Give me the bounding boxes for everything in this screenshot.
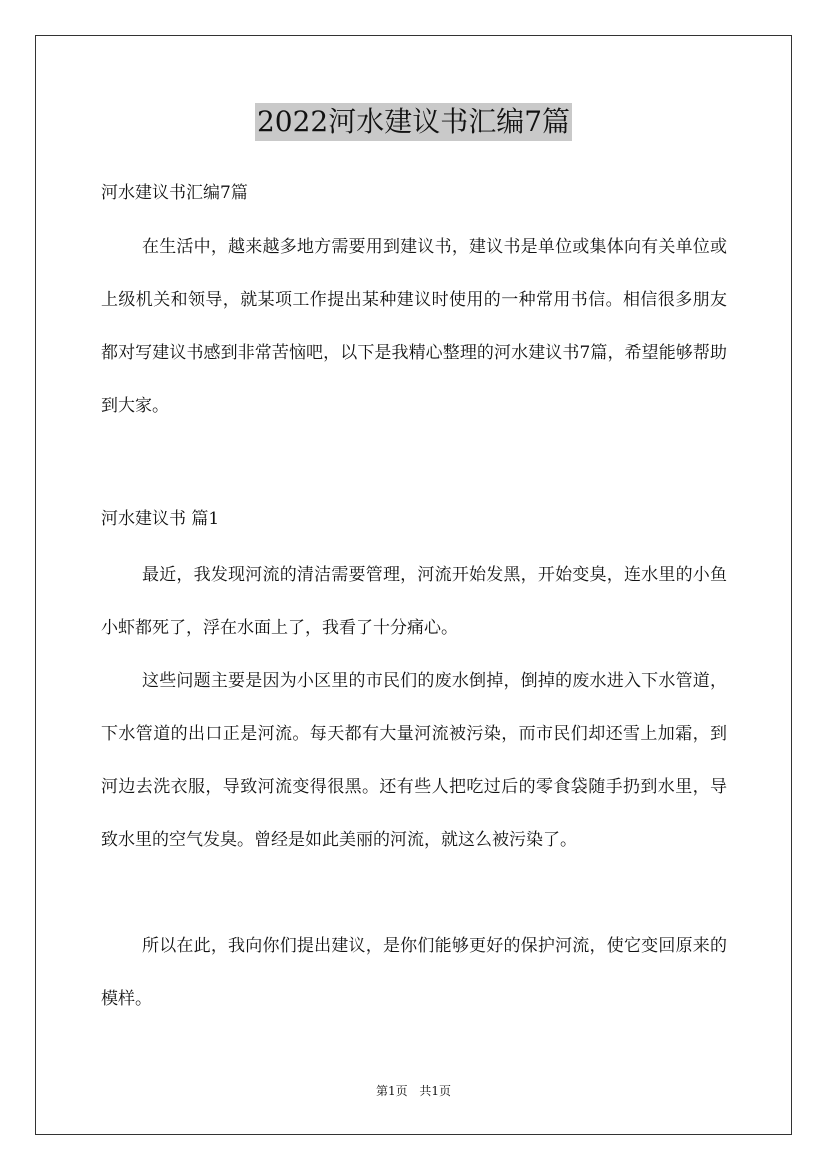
body-paragraph-3: 所以在此，我向你们提出建议，是你们能够更好的保护河流，使它变回原来的模样。: [101, 936, 727, 1009]
document-title: 2022河水建议书汇编7篇: [255, 103, 572, 141]
body-paragraph-2: 这些问题主要是因为小区里的市民们的废水倒掉，倒掉的废水进入下水管道，下水管道的出口正是河流。每天都有大量河流被污染，而市民们却还雪上加霜，到河边去洗衣服，导致河流变得很黑。还有些人把吃过后的零食袋随手扔到水里，导致水里的空气发臭。曾经是如此美丽的河流，就这么被污染了。: [101, 671, 727, 850]
page-footer: [0, 1083, 827, 1099]
document-subtitle: 河水建议书汇编7篇: [101, 183, 248, 203]
section-heading: 河水建议书 篇1: [101, 509, 220, 529]
title-container: [0, 103, 827, 141]
body-paragraph-1: 最近，我发现河流的清洁需要管理，河流开始发黑，开始变臭，连水里的小鱼小虾都死了，浮在水面上了，我看了十分痛心。: [101, 565, 727, 638]
intro-paragraph: 在生活中，越来越多地方需要用到建议书，建议书是单位或集体向有关单位或上级机关和领导，就某项工作提出某种建议时使用的一种常用书信。相信很多朋友都对写建议书感到非常苦恼吧，以下是我精心整理的河水建议书7篇，希望能够帮助到大家。: [101, 237, 727, 416]
page-total: 共1页: [419, 1084, 452, 1098]
page-number: 第1页: [375, 1084, 408, 1098]
